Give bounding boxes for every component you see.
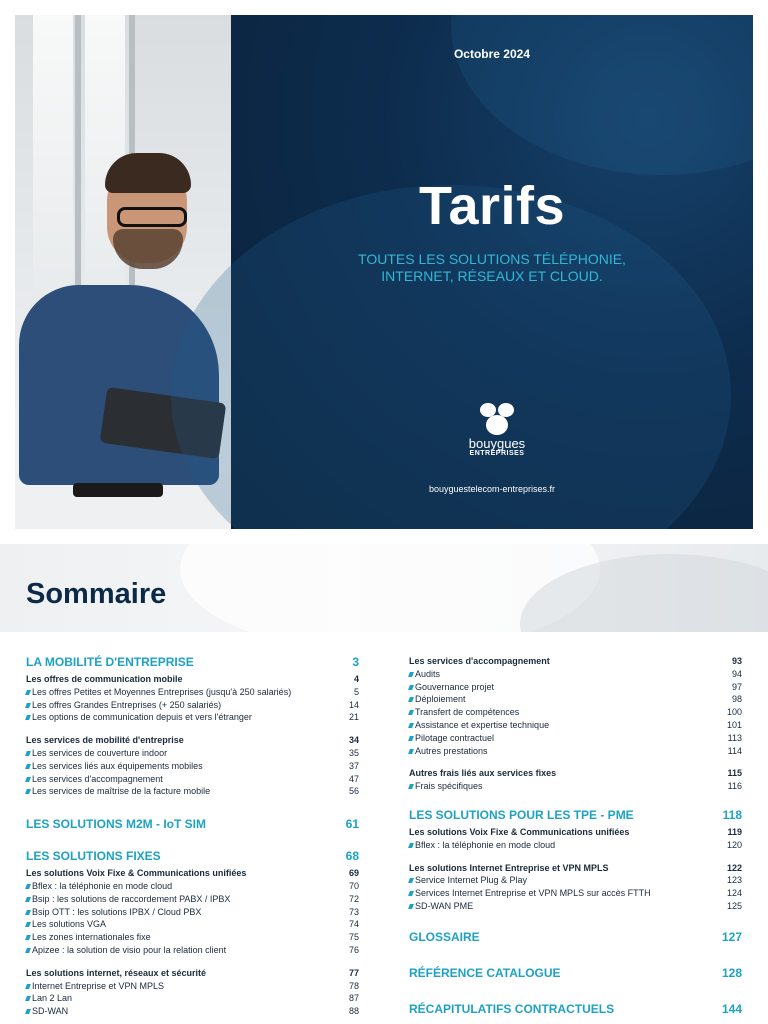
toc-item-label: Bflex : la téléphonie en mode cloud [409, 839, 555, 852]
toc-item[interactable] [26, 686, 359, 699]
toc-subsection-label: Les services d'accompagnement [409, 656, 550, 666]
toc-item-label: Assistance et expertise technique [409, 719, 549, 732]
toc-subsection-label: Les solutions internet, réseaux et sécurité [26, 967, 207, 978]
toc-section-label: GLOSSAIRE [409, 929, 480, 944]
toc-item[interactable] [409, 887, 742, 900]
toc-page-number: 34 [348, 735, 359, 746]
toc-left-column [26, 654, 359, 1018]
toc-subsection[interactable] [26, 867, 359, 880]
toc-page-number: 114 [727, 745, 742, 756]
toc-page-number: 101 [726, 719, 742, 730]
toc-item[interactable] [26, 760, 359, 773]
toc-page-number: 73 [348, 906, 359, 917]
toc-page-number: 94 [731, 668, 742, 679]
cover-title: Tarifs [418, 176, 566, 236]
toc-item[interactable] [409, 693, 742, 706]
toc-section[interactable] [409, 1001, 742, 1017]
toc-page-number: 21 [348, 712, 359, 723]
toc-item-label: Services Internet Entreprise et VPN MPLS sur accès FTTH [409, 887, 651, 900]
toc-item-label: Les services de maîtrise de la facture mobile [26, 785, 210, 798]
toc-section[interactable] [409, 965, 742, 981]
toc-item[interactable] [26, 992, 359, 1005]
cover-tagline: TOUTES LES SOLUTIONS TÉLÉPHONIE, INTERNET, RÉSEAUX ET CLOUD. [358, 251, 626, 284]
toc-page-number: 76 [348, 944, 359, 955]
bouygues-logo [457, 403, 537, 463]
phone-image [73, 483, 163, 497]
sommaire-title: Sommaire [26, 578, 167, 610]
toc-page-number: 69 [348, 868, 359, 879]
toc-item-label: Les services liés aux équipements mobiles [26, 760, 203, 773]
toc-item[interactable] [26, 1005, 359, 1018]
toc-item[interactable] [409, 839, 742, 852]
toc-page-number: 3 [352, 655, 359, 669]
toc-item[interactable] [26, 785, 359, 798]
toc-section[interactable] [409, 807, 742, 823]
toc-item-label: Les offres Petites et Moyennes Entreprises (jusqu'à 250 salariés) [26, 686, 291, 699]
toc-page-number: 37 [348, 760, 359, 771]
toc-page-number: 88 [348, 1006, 359, 1017]
toc-section-label: LES SOLUTIONS POUR LES TPE - PME [409, 807, 634, 822]
toc-page-number: 75 [348, 932, 359, 943]
toc-section-label: LES SOLUTIONS FIXES [26, 849, 161, 864]
toc-item[interactable] [26, 773, 359, 786]
toc-page-number: 78 [348, 980, 359, 991]
toc-subsection-label: Les services de mobilité d'entreprise [26, 735, 184, 746]
toc-item[interactable] [26, 906, 359, 919]
toc-item-label: Déploiement [409, 693, 466, 706]
toc-page-number: 68 [345, 849, 359, 864]
toc-subsection-label: Les offres de communication mobile [26, 674, 183, 684]
toc-subsection[interactable] [409, 862, 742, 875]
toc-item-label: Audits [409, 668, 440, 681]
toc-item[interactable] [26, 931, 359, 944]
toc-item-label: Pilotage contractuel [409, 732, 494, 745]
toc-item-label: Service Internet Plug & Play [409, 874, 527, 887]
toc-subsection[interactable] [26, 967, 359, 980]
toc-subsection-label: Les solutions Voix Fixe & Communications unifiées [26, 868, 247, 879]
toc-page-number: 14 [348, 699, 359, 710]
toc-item[interactable] [26, 880, 359, 893]
toc-page-number: 61 [345, 817, 359, 832]
toc-page-number: 70 [348, 880, 359, 891]
toc-item-label: Les zones internationales fixe [26, 931, 151, 944]
toc-item-label: Internet Entreprise et VPN MPLS [26, 980, 164, 993]
toc-item[interactable] [26, 893, 359, 906]
toc-page-number: 87 [348, 993, 359, 1004]
cover-panel [231, 15, 753, 529]
toc-subsection-label: Les solutions Internet Entreprise et VPN MPLS [409, 862, 609, 873]
toc-page-number: 56 [348, 786, 359, 797]
toc-item-label: Transfert de compétences [409, 706, 519, 719]
toc-subsection-label: Les solutions Voix Fixe & Communications unifiées [409, 826, 630, 837]
toc-item-label: Bflex : la téléphonie en mode cloud [26, 880, 172, 893]
toc-item-label: Bsip : les solutions de raccordement PABX / IPBX [26, 893, 230, 906]
toc-item[interactable] [26, 980, 359, 993]
toc-item[interactable] [26, 918, 359, 931]
toc-section-label: RÉFÉRENCE CATALOGUE [409, 965, 561, 980]
toc-page-number: 5 [353, 686, 359, 697]
toc-page-number: 116 [727, 781, 742, 792]
toc-subsection[interactable] [26, 673, 359, 686]
toc-item-label: Autres prestations [409, 745, 488, 758]
toc-page-number: 124 [726, 888, 742, 899]
toc-item[interactable] [409, 681, 742, 694]
toc-page-number: 74 [348, 919, 359, 930]
toc-right-column [409, 655, 742, 1017]
toc-item-label: Les services d'accompagnement [26, 773, 163, 786]
toc-item[interactable] [26, 747, 359, 760]
toc-item[interactable] [409, 668, 742, 681]
toc-section[interactable] [409, 929, 742, 945]
toc-item[interactable] [409, 780, 742, 793]
toc-page-number: 77 [348, 967, 359, 978]
toc-page-number: 144 [721, 1001, 742, 1016]
toc-subsection-label: Autres frais liés aux services fixes [409, 768, 557, 779]
toc-page-number: 98 [731, 694, 742, 705]
toc-item[interactable] [26, 944, 359, 957]
toc-page-number: 100 [726, 707, 742, 718]
toc-item-label: Les services de couverture indoor [26, 747, 167, 760]
toc-item-label: Lan 2 Lan [26, 992, 72, 1005]
toc-section-label: LA MOBILITÉ D'ENTREPRISE [26, 655, 194, 669]
toc-page-number: 115 [727, 768, 742, 779]
toc-item[interactable] [26, 711, 359, 724]
toc-item[interactable] [409, 745, 742, 758]
toc-page-number: 127 [721, 929, 742, 944]
toc-section[interactable] [26, 816, 359, 832]
toc-item[interactable] [409, 706, 742, 719]
cover-page [15, 15, 753, 529]
toc-subsection[interactable] [409, 655, 742, 668]
toc-subsection[interactable] [26, 734, 359, 747]
toc-page-number: 125 [726, 900, 742, 911]
toc-subsection[interactable] [409, 826, 742, 839]
toc-item-label: Frais spécifiques [409, 780, 483, 793]
toc-item-label: Les offres Grandes Entreprises (+ 250 salariés) [26, 699, 221, 712]
toc-page-number: 119 [727, 826, 742, 837]
bouygues-logo-icon [480, 403, 514, 435]
toc-page-number: 97 [731, 681, 742, 692]
toc-section-label: LES SOLUTIONS M2M - IoT SIM [26, 817, 206, 832]
toc-item-label: Gouvernance projet [409, 681, 494, 694]
toc-item-label: Bsip OTT : les solutions IPBX / Cloud PBX [26, 906, 201, 919]
toc-page-number: 93 [731, 656, 742, 666]
toc-item[interactable] [409, 719, 742, 732]
toc-section-label: RÉCAPITULATIFS CONTRACTUELS [409, 1001, 615, 1016]
toc-subsection[interactable] [409, 767, 742, 780]
cover-url[interactable]: bouyguestelecom-entreprises.fr [428, 484, 556, 494]
toc-item-label: Les solutions VGA [26, 918, 106, 931]
toc-page-number: 4 [353, 674, 359, 684]
toc-page-number: 123 [726, 875, 742, 886]
toc-page-number: 72 [348, 893, 359, 904]
toc-page-number: 128 [721, 965, 742, 980]
toc-page-number: 122 [726, 862, 742, 873]
toc-page-number: 47 [348, 773, 359, 784]
toc-item-label: Les options de communication depuis et vers l'étranger [26, 711, 252, 724]
toc-page-number: 118 [722, 807, 742, 822]
toc-section[interactable] [26, 654, 359, 670]
toc-item[interactable] [409, 874, 742, 887]
toc-item[interactable] [409, 732, 742, 745]
brand-sub: ENTREPRISES [469, 450, 525, 457]
toc-item[interactable] [26, 699, 359, 712]
toc-page-number: 35 [348, 747, 359, 758]
cover-date: Octobre 2024 [453, 47, 531, 61]
toc-item-label: SD-WAN [26, 1005, 68, 1018]
brand-name: bouygues [468, 436, 526, 451]
toc-item-label: Apizee : la solution de visio pour la relation client [26, 944, 226, 957]
toc-page-number: 120 [726, 839, 742, 850]
toc-section[interactable] [26, 848, 359, 864]
toc-item-label: SD-WAN PME [409, 900, 473, 913]
toc-item[interactable] [409, 900, 742, 913]
toc-page-number: 113 [727, 732, 742, 743]
